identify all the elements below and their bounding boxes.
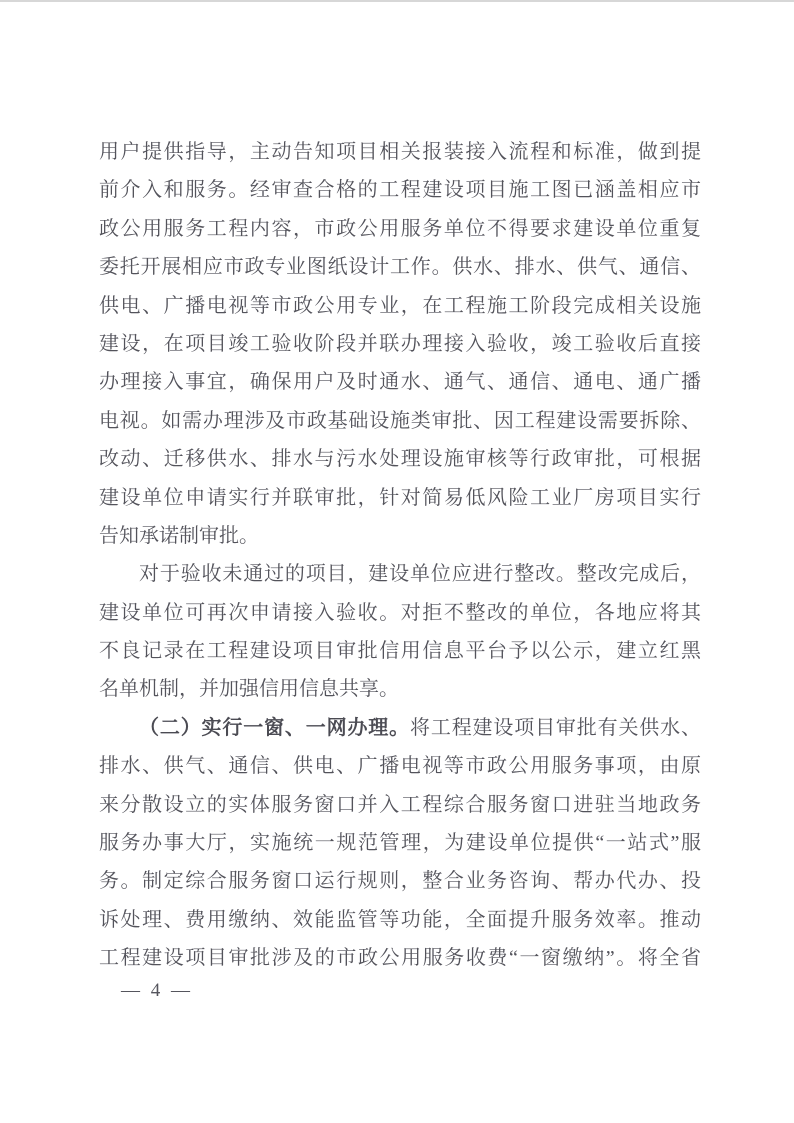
text-line: 改动、迁移供水、排水与污水处理设施审核等行政审批，可根据: [99, 448, 701, 471]
text-line: 建设单位可再次申请接入验收。对拒不整改的单位，各地应将其: [99, 601, 701, 624]
section-heading: （二）实行一窗、一网办理。: [139, 716, 410, 739]
text-line: 对于验收未通过的项目，建设单位应进行整改。整改完成后，: [139, 563, 701, 586]
text-line: 建设，在项目竣工验收阶段并联办理接入验收，竣工验收后直接: [99, 332, 701, 355]
page-number: — 4 —: [121, 980, 193, 1001]
text-line: 工程建设项目审批涉及的市政公用服务收费“一窗缴纳”。将全省: [99, 947, 701, 970]
text-line: 排水、供气、通信、供电、广播电视等市政公用服务事项，由原: [99, 755, 701, 778]
text-line: 来分散设立的实体服务窗口并入工程综合服务窗口进驻当地政务: [99, 793, 701, 816]
document-body-text: [99, 133, 701, 978]
text-line: 前介入和服务。经审查合格的工程建设项目施工图已涵盖相应市: [99, 179, 701, 202]
text-line: 务。制定综合服务窗口运行规则，整合业务咨询、帮办代办、投: [99, 870, 701, 893]
text-line: 电视。如需办理涉及市政基础设施类审批、因工程建设需要拆除、: [99, 409, 701, 432]
text-line: 诉处理、费用缴纳、效能监管等功能，全面提升服务效率。推动: [99, 908, 701, 931]
text-line: 用户提供指导，主动告知项目相关报装接入流程和标准，做到提: [99, 141, 701, 163]
text-line: 委托开展相应市政专业图纸设计工作。供水、排水、供气、通信、: [99, 256, 701, 279]
text-line: 服务办事大厅，实施统一规范管理，为建设单位提供“一站式”服: [99, 832, 701, 855]
text-line: 供电、广播电视等市政公用专业，在工程施工阶段完成相关设施: [99, 294, 701, 317]
text-line: 告知承诺制审批。: [99, 524, 259, 547]
text-line: 建设单位申请实行并联审批，针对简易低风险工业厂房项目实行: [99, 486, 701, 509]
text-line: 办理接入事宜，确保用户及时通水、通气、通信、通电、通广播: [99, 371, 701, 394]
text-line: 政公用服务工程内容，市政公用服务单位不得要求建设单位重复: [99, 217, 701, 240]
text-line: （二）实行一窗、一网办理。将工程建设项目审批有关供水、: [139, 716, 701, 739]
scan-edge-line: [0, 0, 794, 2]
text-line: 不良记录在工程建设项目审批信用信息平台予以公示，建立红黑: [99, 640, 701, 663]
text-line: 名单机制，并加强信用信息共享。: [99, 678, 399, 701]
